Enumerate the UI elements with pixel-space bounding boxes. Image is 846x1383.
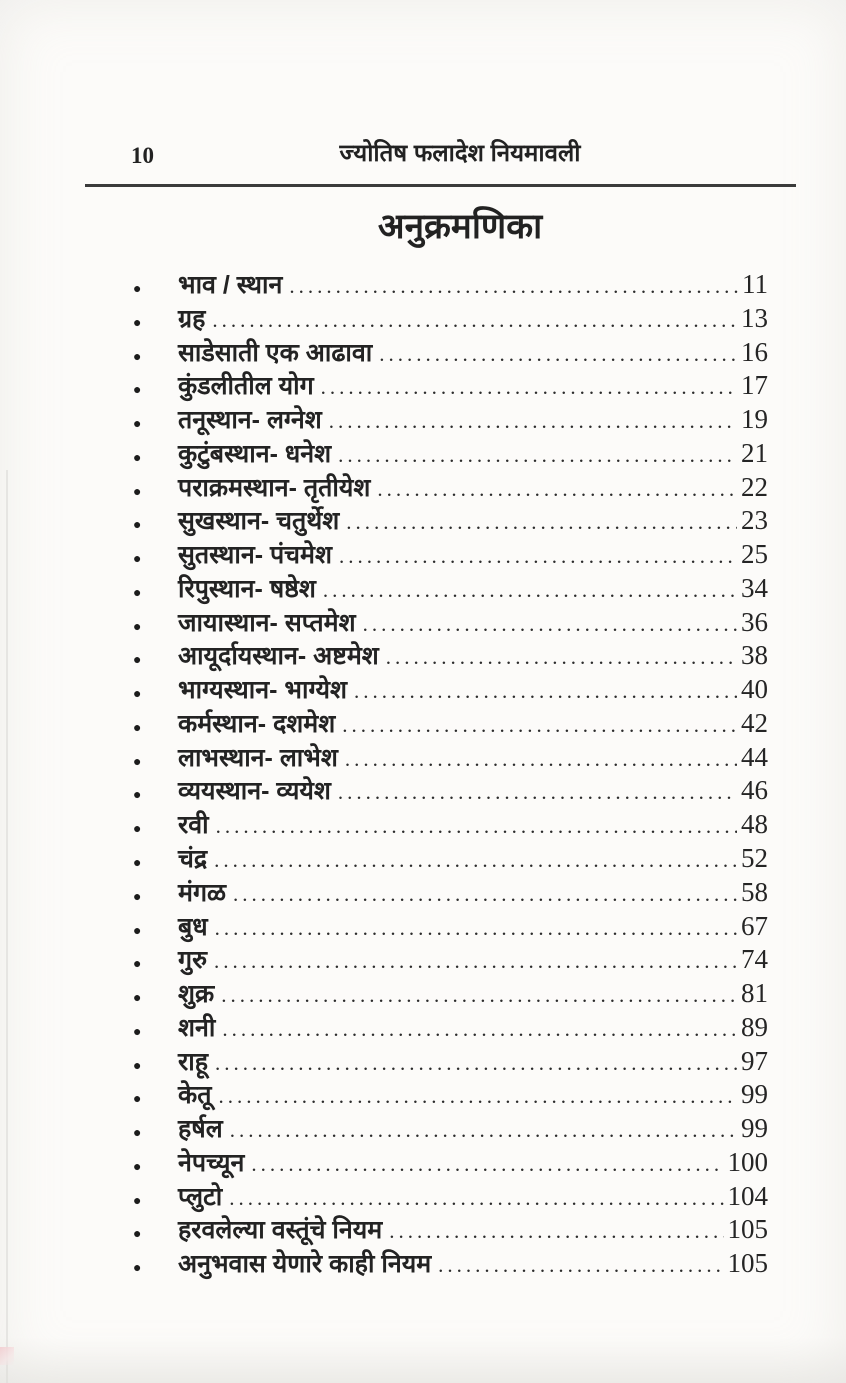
dot-leader bbox=[386, 645, 737, 670]
bullet-icon bbox=[133, 348, 178, 366]
toc-entry-label: ग्रह bbox=[178, 304, 206, 333]
toc-row bbox=[133, 1115, 768, 1149]
bullet-icon bbox=[133, 1192, 178, 1210]
dot-leader bbox=[342, 713, 737, 738]
toc-row bbox=[133, 1011, 768, 1048]
bullet-icon bbox=[133, 280, 178, 298]
toc-entry-label: केतू bbox=[178, 1081, 212, 1110]
bullet-icon bbox=[133, 618, 178, 636]
dot-leader bbox=[221, 983, 737, 1008]
dot-leader bbox=[215, 1051, 737, 1076]
bullet-icon bbox=[133, 955, 178, 973]
toc-entry-label: सुतस्थान- पंचमेश bbox=[178, 541, 332, 570]
dot-leader bbox=[212, 308, 737, 333]
bullet-icon bbox=[133, 1090, 178, 1108]
toc-entry-page-number: 44 bbox=[741, 741, 768, 772]
toc-row bbox=[133, 1216, 768, 1250]
toc-row bbox=[133, 676, 768, 710]
toc-row bbox=[133, 845, 768, 879]
dot-leader bbox=[321, 375, 737, 400]
toc-entry-label: पराक्रमस्थान- तृतीयेश bbox=[178, 473, 371, 502]
toc-row bbox=[133, 811, 768, 845]
dot-leader bbox=[251, 1152, 723, 1177]
dot-leader bbox=[338, 780, 737, 805]
bullet-icon bbox=[133, 888, 178, 906]
bullet-icon bbox=[133, 516, 178, 534]
toc-row bbox=[133, 302, 768, 339]
toc-entry-label: नेपच्यून bbox=[178, 1148, 245, 1177]
dot-leader bbox=[289, 274, 738, 299]
toc-entry-page-number: 11 bbox=[742, 269, 768, 299]
toc-entry-label: भाग्यस्थान- भाग्येश bbox=[178, 676, 347, 705]
bullet-icon bbox=[133, 651, 178, 669]
toc-entry-label: हरवलेल्या वस्तूंचे नियम bbox=[178, 1216, 383, 1245]
toc-list bbox=[133, 271, 768, 1284]
toc-row bbox=[133, 707, 768, 744]
bullet-icon bbox=[133, 922, 178, 940]
toc-entry-page-number: 105 bbox=[727, 1248, 768, 1279]
bullet-icon bbox=[133, 719, 178, 737]
dot-leader bbox=[216, 814, 737, 839]
dot-leader bbox=[345, 747, 737, 772]
toc-entry-page-number: 36 bbox=[741, 606, 768, 637]
toc-entry-label: कर्मस्थान- दशमेश bbox=[178, 709, 336, 738]
toc-entry-page-number: 58 bbox=[741, 876, 768, 907]
dot-leader bbox=[354, 679, 737, 704]
toc-row bbox=[133, 507, 768, 541]
toc-row bbox=[133, 910, 768, 947]
dot-leader bbox=[215, 916, 737, 941]
toc-row bbox=[133, 1180, 768, 1217]
bullet-icon bbox=[133, 1225, 178, 1243]
toc-entry-page-number: 21 bbox=[741, 437, 768, 468]
toc-entry-label: राहू bbox=[178, 1047, 208, 1076]
toc-row bbox=[133, 336, 768, 373]
bullet-icon bbox=[133, 1259, 178, 1277]
toc-row bbox=[133, 741, 768, 778]
toc-entry-page-number: 89 bbox=[741, 1011, 768, 1042]
toc-heading: अनुक्रमणिका bbox=[377, 207, 543, 246]
toc-entry-label: लाभस्थान- लाभेश bbox=[178, 743, 338, 772]
bullet-icon bbox=[133, 381, 178, 399]
toc-entry-page-number: 100 bbox=[727, 1146, 768, 1177]
bullet-icon bbox=[133, 449, 178, 467]
dot-leader bbox=[233, 882, 737, 907]
bullet-icon bbox=[133, 1158, 178, 1176]
toc-entry-label: तनूस्थान- लग्नेश bbox=[178, 406, 322, 435]
toc-entry-label: हर्षल bbox=[178, 1115, 223, 1144]
toc-entry-label: आयूर्दायस्थान- अष्टमेश bbox=[178, 642, 379, 671]
toc-row bbox=[133, 642, 768, 676]
toc-row bbox=[133, 572, 768, 609]
bullet-icon bbox=[133, 1023, 178, 1041]
toc-entry-page-number: 105 bbox=[727, 1214, 768, 1245]
dot-leader bbox=[230, 1118, 737, 1143]
toc-entry-page-number: 22 bbox=[741, 471, 768, 502]
toc-entry-page-number: 16 bbox=[741, 336, 768, 367]
page-number: 10 bbox=[131, 143, 154, 168]
scan-edge-line bbox=[6, 470, 8, 1383]
header-rule-divider bbox=[85, 184, 796, 187]
toc-row bbox=[133, 541, 768, 575]
bullet-icon bbox=[133, 820, 178, 838]
toc-entry-page-number: 99 bbox=[741, 1079, 768, 1110]
toc-entry-page-number: 42 bbox=[741, 707, 768, 738]
bullet-icon bbox=[133, 753, 178, 771]
dot-leader bbox=[229, 1186, 723, 1211]
bullet-icon bbox=[133, 584, 178, 602]
toc-entry-label: प्लुटो bbox=[178, 1182, 223, 1211]
toc-entry-label: रिपुस्थान- षष्ठेश bbox=[178, 574, 316, 603]
toc-row bbox=[133, 437, 768, 474]
bullet-icon bbox=[133, 1124, 178, 1142]
bullet-icon bbox=[133, 550, 178, 568]
toc-row bbox=[133, 271, 768, 305]
toc-entry-label: भाव / स्थान bbox=[178, 271, 283, 299]
dot-leader bbox=[339, 544, 737, 569]
toc-entry-page-number: 48 bbox=[741, 809, 768, 840]
toc-entry-page-number: 13 bbox=[741, 302, 768, 333]
dot-leader bbox=[222, 1017, 737, 1042]
bullet-icon bbox=[133, 685, 178, 703]
dot-leader bbox=[438, 1253, 723, 1278]
dot-leader bbox=[218, 1084, 737, 1109]
toc-entry-label: रवी bbox=[178, 811, 209, 840]
toc-entry-label: गुरु bbox=[178, 946, 208, 975]
toc-entry-page-number: 81 bbox=[741, 978, 768, 1009]
toc-row bbox=[133, 876, 768, 913]
toc-entry-page-number: 97 bbox=[741, 1045, 768, 1076]
toc-entry-label: मंगळ bbox=[178, 878, 227, 907]
dot-leader bbox=[329, 409, 737, 434]
bullet-icon bbox=[133, 314, 178, 332]
toc-row bbox=[133, 606, 768, 643]
toc-row bbox=[133, 980, 768, 1014]
dot-leader bbox=[338, 443, 737, 468]
toc-entry-label: जायास्थान- सप्तमेश bbox=[178, 608, 356, 637]
toc-entry-page-number: 67 bbox=[741, 910, 768, 941]
dot-leader bbox=[214, 848, 737, 873]
dot-leader bbox=[363, 612, 737, 637]
bullet-icon bbox=[133, 483, 178, 501]
bullet-icon bbox=[133, 1057, 178, 1075]
dot-leader bbox=[377, 477, 737, 502]
toc-entry-label: कुंडलीतील योग bbox=[178, 372, 314, 401]
dot-leader bbox=[379, 342, 737, 367]
toc-entry-label: सुखस्थान- चतुर्थेश bbox=[178, 507, 340, 536]
toc-row bbox=[133, 1045, 768, 1082]
toc-entry-page-number: 52 bbox=[741, 843, 768, 874]
dot-leader bbox=[323, 578, 737, 603]
bullet-icon bbox=[133, 786, 178, 804]
bullet-icon bbox=[133, 989, 178, 1007]
toc-row bbox=[133, 1081, 768, 1115]
dot-leader bbox=[346, 510, 737, 535]
toc-row bbox=[133, 946, 768, 980]
toc-entry-page-number: 34 bbox=[741, 572, 768, 603]
toc-entry-label: चंद्र bbox=[178, 845, 208, 874]
toc-entry-label: कुटुंबस्थान- धनेश bbox=[178, 439, 332, 468]
toc-row bbox=[133, 777, 768, 811]
toc-entry-page-number: 19 bbox=[741, 404, 768, 435]
toc-row bbox=[133, 1250, 768, 1284]
toc-entry-page-number: 104 bbox=[727, 1180, 768, 1211]
toc-entry-page-number: 23 bbox=[741, 505, 768, 536]
scan-bottom-shadow bbox=[0, 1337, 846, 1383]
running-header-title: ज्योतिष फलादेश नियमावली bbox=[339, 140, 581, 167]
toc-entry-label: बुध bbox=[178, 912, 208, 941]
toc-entry-page-number: 46 bbox=[741, 775, 768, 806]
toc-entry-label: शनी bbox=[178, 1013, 216, 1042]
bullet-icon bbox=[133, 854, 178, 872]
toc-entry-page-number: 25 bbox=[741, 539, 768, 570]
toc-row bbox=[133, 1146, 768, 1183]
dot-leader bbox=[214, 949, 737, 974]
toc-entry-label: अनुभवास येणारे काही नियम bbox=[178, 1250, 432, 1279]
toc-entry-page-number: 99 bbox=[741, 1113, 768, 1144]
dot-leader bbox=[389, 1219, 723, 1244]
toc-entry-page-number: 38 bbox=[741, 640, 768, 671]
bullet-icon bbox=[133, 415, 178, 433]
toc-entry-page-number: 40 bbox=[741, 674, 768, 705]
toc-entry-label: व्ययस्थान- व्ययेश bbox=[178, 777, 331, 806]
toc-row bbox=[133, 471, 768, 508]
toc-row bbox=[133, 406, 768, 440]
toc-entry-label: शुक्र bbox=[178, 980, 215, 1009]
toc-entry-page-number: 74 bbox=[741, 944, 768, 975]
toc-entry-page-number: 17 bbox=[741, 370, 768, 401]
toc-row bbox=[133, 372, 768, 406]
toc-entry-label: साडेसाती एक आढावा bbox=[178, 338, 373, 367]
